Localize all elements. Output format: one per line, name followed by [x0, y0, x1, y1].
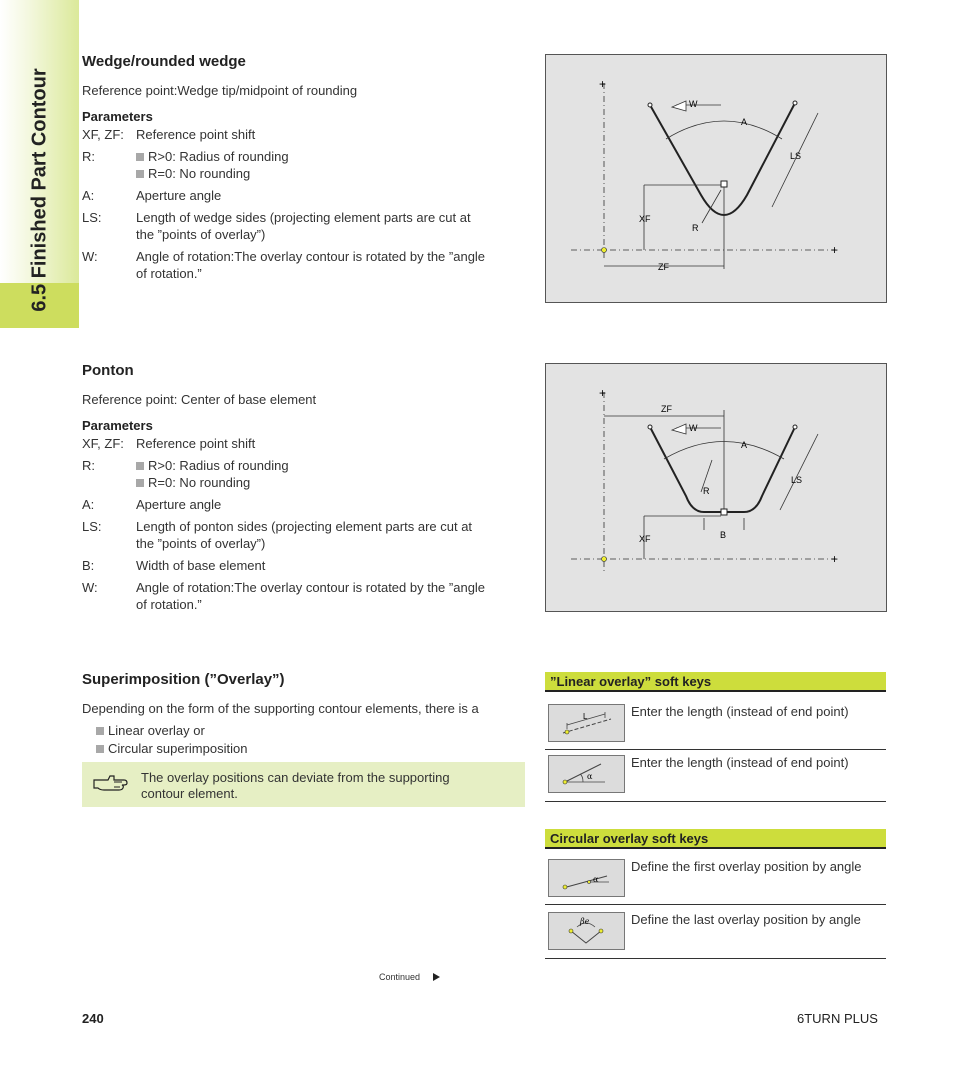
param-row [82, 518, 527, 557]
product-name: 6TURN PLUS [797, 1011, 878, 1026]
bullet-square-icon [96, 727, 104, 735]
svg-text:L: L [583, 712, 588, 721]
param-value-line: the ”points of overlay”) [136, 227, 266, 242]
svg-text:ZF: ZF [658, 262, 669, 272]
param-value-line: Length of ponton sides (projecting element parts are cut at [136, 519, 473, 534]
wedge-label-a [741, 117, 747, 127]
ponton-reference: Reference point: Center of base element [82, 392, 317, 407]
param-bullet: R=0: No rounding [148, 166, 251, 181]
wedge-diagram [545, 54, 887, 303]
pointing-hand-icon [92, 770, 128, 794]
param-row [82, 457, 527, 496]
param-key: A: [82, 497, 95, 512]
param-row [82, 148, 527, 187]
svg-text:LS: LS [791, 475, 803, 485]
param-key: XF, ZF: [82, 127, 124, 142]
continue-arrow-icon[interactable] [433, 973, 440, 981]
ponton-heading: Ponton [82, 362, 134, 379]
svg-text:α: α [587, 772, 593, 781]
param-key: R: [82, 458, 95, 473]
ponton-params [82, 435, 527, 613]
softkey-row [545, 692, 886, 750]
bullet-square-icon [136, 479, 144, 487]
softkey-description: Define the first overlay position by angle [631, 859, 862, 874]
ponton-label-ls [791, 475, 802, 485]
bullet-square-icon [136, 170, 144, 178]
param-row [82, 248, 527, 282]
ponton-diagram [545, 363, 887, 612]
circular-softkeys-header: Circular overlay soft keys [545, 829, 886, 849]
svg-text:A: A [741, 117, 748, 127]
wedge-label-ls [790, 151, 801, 161]
wedge-reference: Reference point:Wedge tip/midpoint of rounding [82, 83, 358, 98]
ponton-label-a [741, 440, 747, 450]
param-value: Reference point shift [136, 127, 256, 142]
svg-text:ZF: ZF [661, 404, 672, 414]
param-key: A: [82, 188, 95, 203]
length-softkey-icon[interactable] [548, 704, 625, 742]
svg-text:+: + [599, 386, 607, 400]
svg-text:B: B [720, 530, 727, 540]
superimposition-heading: Superimposition (”Overlay”) [82, 671, 285, 688]
param-value-line: of rotation.” [136, 597, 202, 612]
svg-text:XF: XF [639, 214, 651, 224]
bullet-square-icon [136, 153, 144, 161]
param-value: Width of base element [136, 558, 266, 573]
param-key: XF, ZF: [82, 436, 124, 451]
param-key: LS: [82, 519, 102, 534]
superimposition-intro: Depending on the form of the supporting contour elements, there is a [82, 701, 479, 716]
param-value-line: Angle of rotation:The overlay contour is rotated by the ”angle [136, 249, 486, 264]
wedge-label-r [692, 223, 699, 233]
bullet-square-icon [136, 462, 144, 470]
softkey-row [545, 905, 886, 959]
wedge-params-label: Parameters [82, 109, 153, 124]
linear-softkeys-header: ”Linear overlay” soft keys [545, 672, 886, 692]
svg-text:W: W [689, 423, 698, 433]
wedge-heading: Wedge/rounded wedge [82, 53, 246, 70]
svg-text:+: + [831, 552, 839, 566]
param-row [82, 557, 527, 579]
param-value: Reference point shift [136, 436, 256, 451]
svg-text:R: R [692, 223, 699, 233]
continued-label: Continued [379, 972, 421, 982]
list-item: Linear overlay or [96, 722, 205, 739]
param-value-line: the ”points of overlay”) [136, 536, 266, 551]
ponton-label-r [703, 486, 710, 496]
list-item: Circular superimposition [96, 740, 247, 757]
param-row [82, 126, 527, 148]
wedge-label-xf [639, 214, 651, 224]
svg-text:XF: XF [639, 534, 651, 544]
ponton-label-zf [661, 404, 672, 414]
svg-text:A: A [741, 440, 748, 450]
param-key: LS: [82, 210, 102, 225]
svg-text:LS: LS [790, 151, 802, 161]
param-row [82, 209, 527, 248]
ponton-params-label: Parameters [82, 418, 153, 433]
param-value-line: Angle of rotation:The overlay contour is rotated by the ”angle [136, 580, 486, 595]
chapter-title: 6.5 Finished Part Contour [28, 68, 51, 312]
ponton-label-xf [639, 534, 651, 544]
param-key: W: [82, 249, 98, 264]
angle-length-softkey-icon[interactable] [548, 755, 625, 793]
param-row [82, 187, 527, 209]
param-value-line: of rotation.” [136, 266, 202, 281]
wedge-params [82, 126, 527, 282]
softkey-row [545, 750, 886, 802]
param-key: W: [82, 580, 98, 595]
param-value-line: Length of wedge sides (projecting element parts are cut at [136, 210, 471, 225]
param-key: B: [82, 558, 95, 573]
svg-text:+: + [599, 77, 607, 91]
softkey-description: Define the last overlay position by angle [631, 912, 861, 927]
svg-text:W: W [689, 99, 698, 109]
wedge-label-w [689, 99, 698, 109]
ponton-label-b [720, 530, 726, 540]
svg-text:R: R [703, 486, 710, 496]
param-row [82, 435, 527, 457]
page-number: 240 [82, 1011, 104, 1026]
ponton-label-w [689, 423, 698, 433]
bullet-square-icon [96, 745, 104, 753]
svg-text:+: + [831, 243, 839, 257]
note-line: The overlay positions can deviate from the supporting [141, 770, 450, 785]
svg-text:βe: βe [580, 917, 590, 926]
softkey-row [545, 849, 886, 905]
last-angle-softkey-icon[interactable] [548, 912, 625, 950]
param-value: Aperture angle [136, 497, 222, 512]
param-value: Aperture angle [136, 188, 222, 203]
param-row [82, 496, 527, 518]
param-key: R: [82, 149, 95, 164]
svg-text:α: α [593, 875, 599, 884]
wedge-label-zf [658, 262, 669, 272]
param-row [82, 579, 527, 613]
note-line: contour element. [141, 786, 238, 801]
param-bullet: R=0: No rounding [148, 475, 251, 490]
softkey-description: Enter the length (instead of end point) [631, 704, 849, 719]
chapter-side-tab [0, 0, 79, 328]
note-box [82, 762, 525, 807]
param-bullet: R>0: Radius of rounding [148, 149, 289, 164]
softkey-description: Enter the length (instead of end point) [631, 755, 849, 770]
param-bullet: R>0: Radius of rounding [148, 458, 289, 473]
first-angle-softkey-icon[interactable] [548, 859, 625, 897]
